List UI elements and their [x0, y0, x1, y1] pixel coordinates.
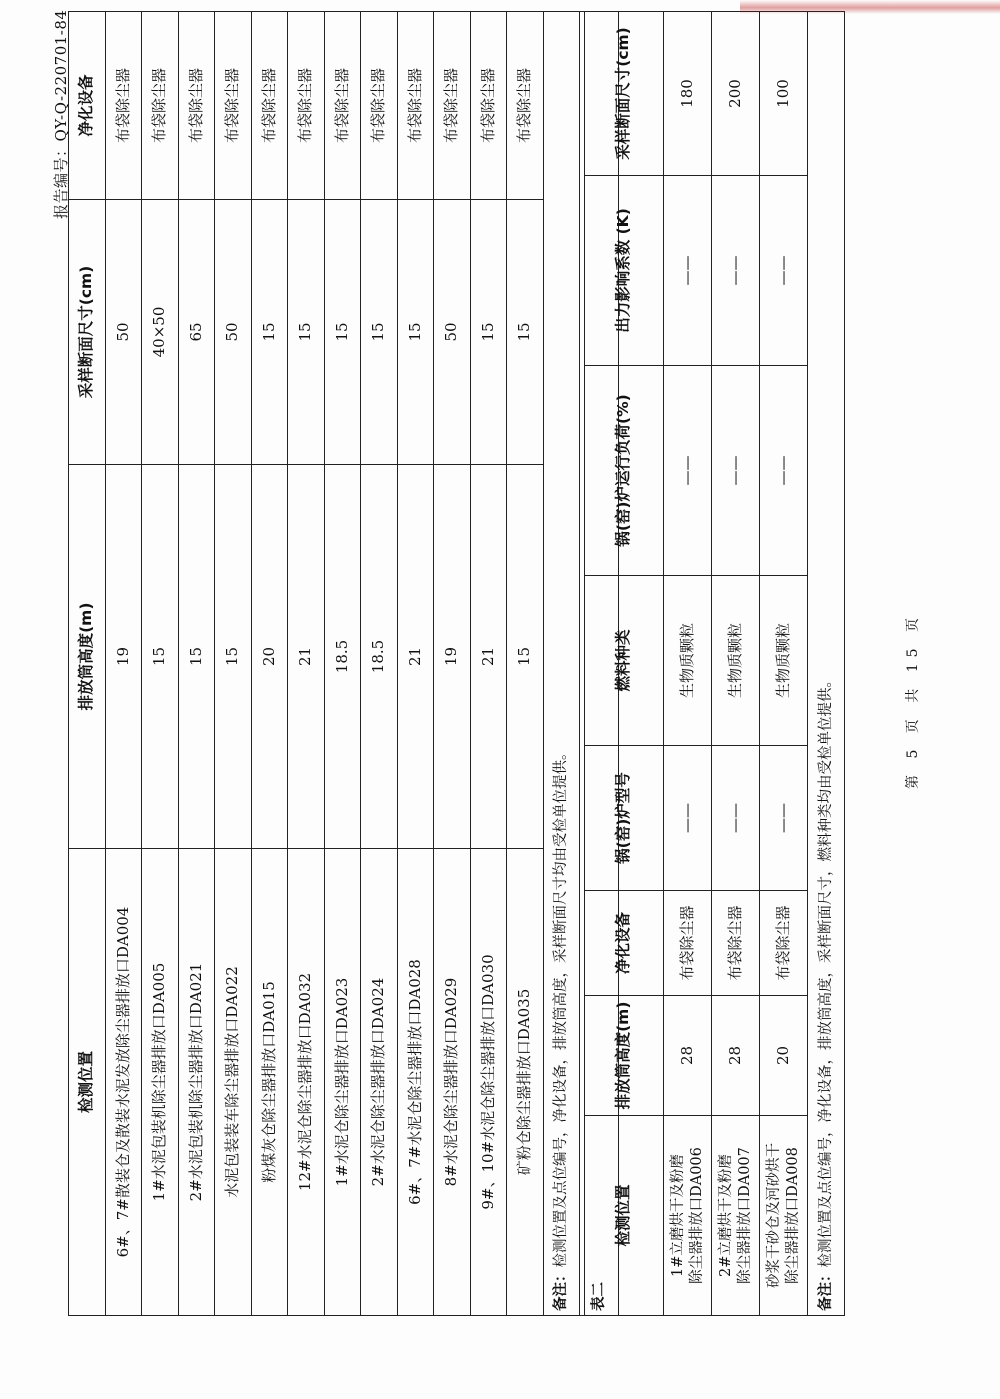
location-line-1: 1#立磨烘干及粉磨 [669, 1154, 686, 1277]
cell-size: 50 [215, 200, 252, 465]
cell-height: 18.5 [324, 465, 361, 849]
table-row [434, 12, 471, 1316]
table-row [470, 12, 507, 1316]
table-2-note-row [808, 12, 845, 1316]
page-footer: 第 5 页 共 15 页 [905, 612, 921, 789]
cell-height: 28 [664, 996, 712, 1116]
cell-size: 40×50 [142, 200, 179, 465]
cell-size: 200 [712, 12, 760, 176]
cell-equipment: 布袋除尘器 [142, 12, 179, 200]
note-label: 备注： [817, 1267, 834, 1311]
cell-model: —— [664, 746, 712, 891]
cell-size: 50 [434, 200, 471, 465]
cell-location: 12#水泥仓除尘器排放口DA032 [288, 849, 325, 1316]
cell-height: 21 [288, 465, 325, 849]
cell-size: 15 [397, 200, 434, 465]
report-number: 报告编号：QY-Q-220701-84 [52, 9, 70, 219]
table-row [397, 12, 434, 1316]
cell-size: 100 [760, 12, 808, 176]
header-stack-height: 排放筒高度(m) [585, 996, 664, 1116]
cell-equipment: 布袋除尘器 [178, 12, 215, 200]
header-equipment: 净化设备 [585, 891, 664, 996]
cell-size: 15 [324, 200, 361, 465]
header-equipment: 净化设备 [69, 12, 106, 200]
table-row [251, 12, 288, 1316]
seal-edge-mark [740, 0, 1000, 14]
table-row [664, 12, 712, 1316]
location-line-2: 除尘器排放口DA007 [736, 1147, 753, 1284]
location-line-2: 除尘器排放口DA008 [784, 1147, 801, 1284]
cell-equipment: 布袋除尘器 [397, 12, 434, 200]
header-load: 锅(窑)炉运行负荷(%) [585, 366, 664, 576]
cell-equipment: 布袋除尘器 [105, 12, 142, 200]
location-line-2: 除尘器排放口DA006 [688, 1147, 705, 1284]
cell-k: —— [712, 176, 760, 366]
cell-fuel: 生物质颗粒 [712, 576, 760, 746]
table-row [361, 12, 398, 1316]
cell-model: —— [712, 746, 760, 891]
location-line-1: 砂浆干砂仓及河砂烘干 [765, 1143, 782, 1288]
table-row [288, 12, 325, 1316]
cell-location: 矿粉仓除尘器排放口DA035 [507, 849, 544, 1316]
cell-height: 18.5 [361, 465, 398, 849]
cell-location: 8#水泥仓除尘器排放口DA029 [434, 849, 471, 1316]
header-k-factor: 出力影响系数 (K) [585, 176, 664, 366]
table-2-header-row [585, 12, 664, 1316]
header-boiler-model: 锅(窑)炉型号 [585, 746, 664, 891]
cell-size: 50 [105, 200, 142, 465]
cell-equipment: 布袋除尘器 [215, 12, 252, 200]
cell-load: —— [712, 366, 760, 576]
cell-size: 15 [251, 200, 288, 465]
table-row [712, 12, 760, 1316]
cell-height: 15 [507, 465, 544, 849]
cell-equipment: 布袋除尘器 [251, 12, 288, 200]
table-1-note [543, 12, 580, 1316]
header-location: 检测位置 [69, 849, 106, 1316]
cell-height: 21 [397, 465, 434, 849]
cell-height: 20 [251, 465, 288, 849]
table-2 [584, 11, 845, 1316]
table-row [105, 12, 142, 1316]
header-stack-height: 排放筒高度(m) [69, 465, 106, 849]
location-line-1: 2#立磨烘干及粉磨 [717, 1154, 734, 1277]
cell-equipment: 布袋除尘器 [361, 12, 398, 200]
cell-location [664, 1116, 712, 1316]
header-section-size: 采样断面尺寸(cm) [69, 200, 106, 465]
cell-location: 水泥包装装车除尘器排放口DA022 [215, 849, 252, 1316]
cell-height: 15 [178, 465, 215, 849]
cell-height: 20 [760, 996, 808, 1116]
table-row [142, 12, 179, 1316]
cell-height: 19 [105, 465, 142, 849]
cell-fuel: 生物质颗粒 [664, 576, 712, 746]
cell-equipment: 布袋除尘器 [470, 12, 507, 200]
cell-height: 19 [434, 465, 471, 849]
cell-size: 15 [470, 200, 507, 465]
cell-height: 15 [142, 465, 179, 849]
cell-height: 15 [215, 465, 252, 849]
cell-size: 180 [664, 12, 712, 176]
cell-height: 28 [712, 996, 760, 1116]
cell-location: 1#水泥包装机除尘器排放口DA005 [142, 849, 179, 1316]
cell-model: —— [760, 746, 808, 891]
cell-location: 粉煤灰仓除尘器排放口DA015 [251, 849, 288, 1316]
header-section-size: 采样断面尺寸(cm) [585, 12, 664, 176]
table-row [324, 12, 361, 1316]
table-2-note [808, 12, 845, 1316]
cell-size: 15 [507, 200, 544, 465]
cell-k: —— [760, 176, 808, 366]
cell-equipment: 布袋除尘器 [288, 12, 325, 200]
note-label: 备注： [553, 1267, 570, 1311]
cell-fuel: 生物质颗粒 [760, 576, 808, 746]
table-row [178, 12, 215, 1316]
note-text: 检测位置及点位编号，净化设备，排放筒高度，采样断面尺寸，燃料种类均由受检单位提供。 [817, 673, 834, 1268]
cell-equipment: 布袋除尘器 [507, 12, 544, 200]
note-text: 检测位置及点位编号，净化设备，排放筒高度，采样断面尺寸均由受检单位提供。 [553, 745, 570, 1268]
cell-load: —— [664, 366, 712, 576]
cell-size: 65 [178, 200, 215, 465]
cell-equipment: 布袋除尘器 [712, 891, 760, 996]
cell-equipment: 布袋除尘器 [324, 12, 361, 200]
table-1-header-row [69, 12, 106, 1316]
cell-location: 2#水泥仓除尘器排放口DA024 [361, 849, 398, 1316]
table-1-note-row [543, 12, 580, 1316]
table-row [760, 12, 808, 1316]
cell-height: 21 [470, 465, 507, 849]
cell-equipment: 布袋除尘器 [434, 12, 471, 200]
cell-equipment: 布袋除尘器 [664, 891, 712, 996]
cell-load: —— [760, 366, 808, 576]
cell-location [760, 1116, 808, 1316]
cell-location: 6#、7#散装仓及散装水泥发放除尘器排放口DA004 [105, 849, 142, 1316]
cell-size: 15 [288, 200, 325, 465]
cell-size: 15 [361, 200, 398, 465]
cell-equipment: 布袋除尘器 [760, 891, 808, 996]
header-fuel-type: 燃料种类 [585, 576, 664, 746]
table-2-label: 表二 [590, 1282, 607, 1311]
header-location: 检测位置 [585, 1116, 664, 1316]
table-row [507, 12, 544, 1316]
cell-k: —— [664, 176, 712, 366]
cell-location: 6#、7#水泥仓除尘器排放口DA028 [397, 849, 434, 1316]
cell-location: 1#水泥仓除尘器排放口DA023 [324, 849, 361, 1316]
cell-location [712, 1116, 760, 1316]
cell-location: 9#、10#水泥仓除尘器排放口DA030 [470, 849, 507, 1316]
table-1 [68, 11, 619, 1316]
cell-location: 2#水泥包装机除尘器排放口DA021 [178, 849, 215, 1316]
table-row [215, 12, 252, 1316]
